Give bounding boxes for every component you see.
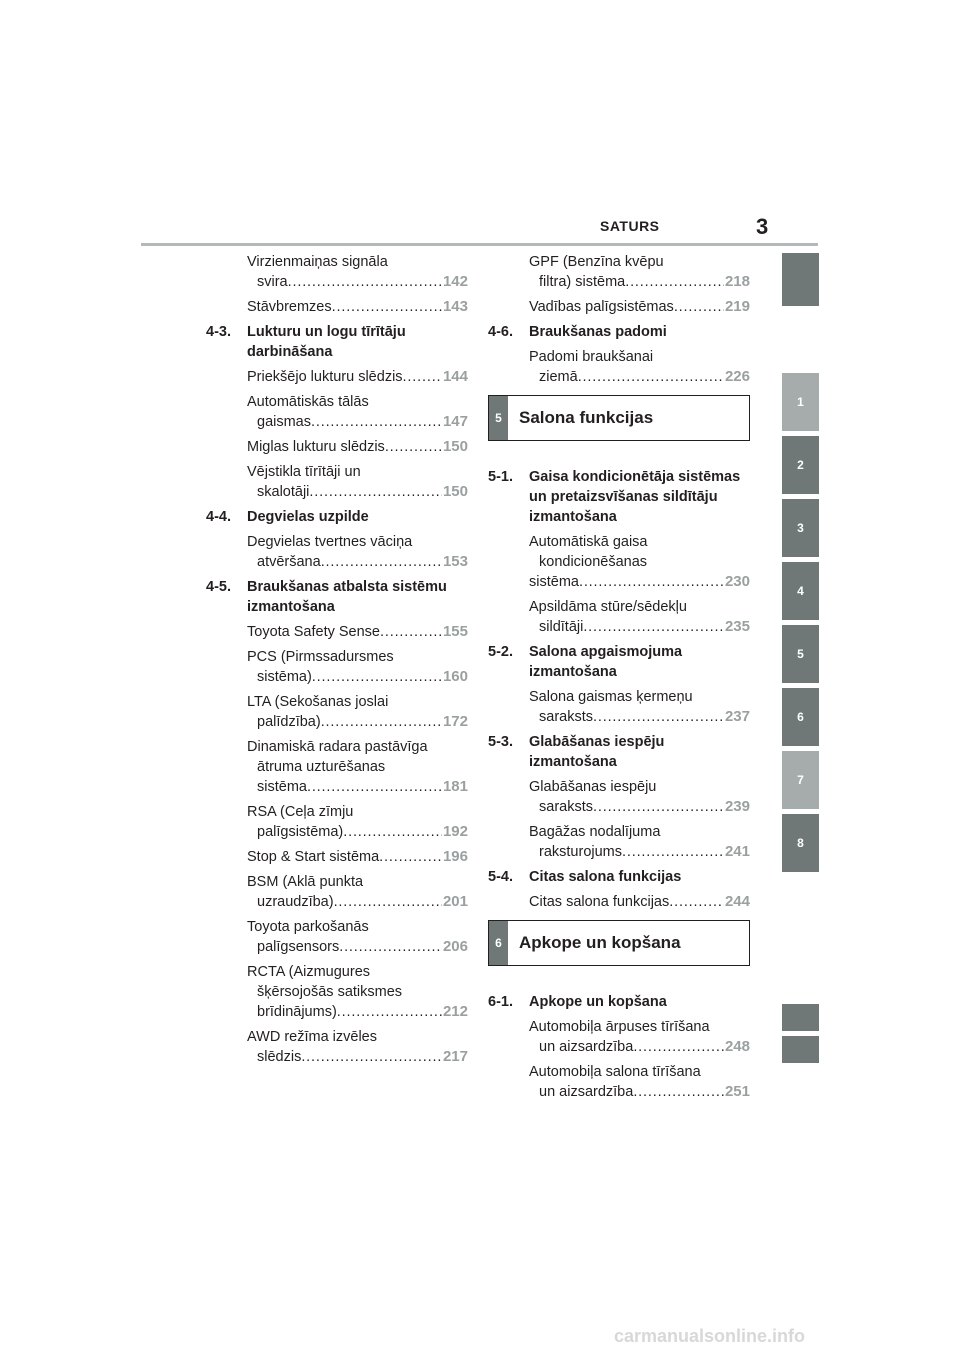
chapter-tab-6[interactable]: 6	[782, 688, 819, 746]
toc-section[interactable]: 6-1. Apkope un kopšana	[488, 994, 667, 1010]
toc-entry[interactable]: Degvielas tvertnes vāciņa atvēršana . . . 153	[206, 532, 468, 572]
toc-entry[interactable]: Citas salona funkcijas . . . 244	[488, 892, 750, 912]
page-ref[interactable]: 218	[724, 273, 750, 290]
toc-entry[interactable]: Priekšējo lukturu slēdzis . . . 144	[206, 367, 468, 387]
toc-entry[interactable]: Automobiļa ārpuses tīrīšana un aizsardzība . . . 248	[488, 1017, 750, 1057]
page-ref[interactable]: 206	[442, 938, 468, 955]
chapter-tab-2[interactable]: 2	[782, 436, 819, 494]
page-ref[interactable]: 143	[442, 298, 468, 315]
chapter-tab-bottom-b[interactable]	[782, 1036, 819, 1063]
page-ref[interactable]: 251	[724, 1083, 750, 1100]
page-ref[interactable]: 212	[442, 1003, 468, 1020]
page-ref[interactable]: 226	[724, 368, 750, 385]
page-ref[interactable]: 147	[442, 413, 468, 430]
toc-entry[interactable]: Dinamiskā radara pastāvīga ātruma uzturēšanas sistēma . . . 181	[206, 737, 468, 797]
toc-entry[interactable]: LTA (Sekošanas joslai palīdzība) . . . 172	[206, 692, 468, 732]
toc-entry[interactable]: Toyota Safety Sense . . . 155	[206, 622, 468, 642]
toc-entry[interactable]: Toyota parkošanās palīgsensors . . . 206	[206, 917, 468, 957]
toc-entry[interactable]: Automātiskā gaisa kondicionēšanas sistēma . . . 230	[488, 532, 750, 592]
page-ref[interactable]: 160	[442, 668, 468, 685]
toc-entry[interactable]: Apsildāma stūre/sēdekļu sildītāji . . . 235	[488, 597, 750, 637]
page-ref[interactable]: 219	[724, 298, 750, 315]
toc-left-column	[206, 252, 468, 1072]
page-ref[interactable]: 142	[442, 273, 468, 290]
toc-section[interactable]: 5-3. Glabāšanas iespēju izmantošana	[488, 734, 665, 770]
toc-section[interactable]: 5-2. Salona apgaismojuma izmantošana	[488, 644, 683, 680]
page-ref[interactable]: 239	[724, 798, 750, 815]
chapter-tab-top[interactable]	[782, 253, 819, 306]
chapter-tab-8[interactable]: 8	[782, 814, 819, 872]
chapter-heading-5[interactable]: 5 Salona funkcijas	[488, 395, 750, 441]
toc-section[interactable]: 4-3. Lukturu un logu tīrītāju darbināšana	[206, 324, 406, 360]
toc-section[interactable]: 4-6. Braukšanas padomi	[488, 324, 667, 340]
toc-entry[interactable]: Stāvbremzes . . . 143	[206, 297, 468, 317]
page-ref[interactable]: 172	[442, 713, 468, 730]
chapter-tab-5[interactable]: 5	[782, 625, 819, 683]
page-ref[interactable]: 155	[442, 623, 468, 640]
toc-entry[interactable]: Miglas lukturu slēdzis . . . 150	[206, 437, 468, 457]
toc-entry[interactable]: Stop & Start sistēma . . . 196	[206, 847, 468, 867]
toc-entry[interactable]: RSA (Ceļa zīmju palīgsistēma) . . . 192	[206, 802, 468, 842]
chapter-tab-1[interactable]: 1	[782, 373, 819, 431]
chapter-tab-bottom-a[interactable]	[782, 1004, 819, 1031]
page-number: 3	[756, 214, 769, 239]
toc-right-column	[488, 252, 750, 1107]
chapter-tab-7[interactable]: 7	[782, 751, 819, 809]
chapter-tab-3[interactable]: 3	[782, 499, 819, 557]
toc-section[interactable]: 4-5. Braukšanas atbalsta sistēmu izmantošana	[206, 579, 447, 615]
watermark: carmanualsonline.info	[614, 1326, 806, 1346]
page-ref[interactable]: 201	[442, 893, 468, 910]
page-ref[interactable]: 153	[442, 553, 468, 570]
toc-entry[interactable]: Automobiļa salona tīrīšana un aizsardzība . . . 251	[488, 1062, 750, 1102]
toc-entry[interactable]: Glabāšanas iespēju saraksts . . . 239	[488, 777, 750, 817]
page-ref[interactable]: 230	[724, 573, 750, 590]
page-ref[interactable]: 150	[442, 483, 468, 500]
toc-entry[interactable]: AWD režīma izvēles slēdzis . . . 217	[206, 1027, 468, 1067]
toc-entry[interactable]: Vadības palīgsistēmas . . . 219	[488, 297, 750, 317]
toc-entry[interactable]: Padomi braukšanai ziemā . . . 226	[488, 347, 750, 387]
page-ref[interactable]: 150	[442, 438, 468, 455]
chapter-tab-4[interactable]: 4	[782, 562, 819, 620]
toc-entry[interactable]: PCS (Pirmssadursmes sistēma) . . . 160	[206, 647, 468, 687]
page-ref[interactable]: 192	[442, 823, 468, 840]
toc-section[interactable]: 4-4. Degvielas uzpilde	[206, 509, 369, 525]
header-title: SATURS	[600, 218, 660, 234]
toc-section[interactable]: 5-1. Gaisa kondicionētāja sistēmas un pretaizsvīšanas sildītāju izmantošana	[488, 469, 741, 525]
toc-entry[interactable]: RCTA (Aizmugures šķērsojošās satiksmes brīdinājums) . . . 212	[206, 962, 468, 1022]
toc-entry[interactable]: GPF (Benzīna kvēpu filtra) sistēma . . . 218	[488, 252, 750, 292]
toc-entry[interactable]: Vējstikla tīrītāji un skalotāji . . . 150	[206, 462, 468, 502]
page-ref[interactable]: 181	[442, 778, 468, 795]
toc-section[interactable]: 5-4. Citas salona funkcijas	[488, 869, 682, 885]
page-ref[interactable]: 241	[724, 843, 750, 860]
page-ref[interactable]: 217	[442, 1048, 468, 1065]
toc-entry[interactable]: BSM (Aklā punkta uzraudzība) . . . 201	[206, 872, 468, 912]
toc-entry[interactable]: Bagāžas nodalījuma raksturojums . . . 241	[488, 822, 750, 862]
toc-entry[interactable]: Automātiskās tālās gaismas . . . 147	[206, 392, 468, 432]
page-ref[interactable]: 144	[442, 368, 468, 385]
page-ref[interactable]: 235	[724, 618, 750, 635]
toc-entry[interactable]: Virzienmaiņas signāla svira . . . 142	[206, 252, 468, 292]
header-rule	[141, 243, 818, 246]
page-ref[interactable]: 248	[724, 1038, 750, 1055]
toc-entry[interactable]: Salona gaismas ķermeņu saraksts . . . 237	[488, 687, 750, 727]
page-ref[interactable]: 237	[724, 708, 750, 725]
page-ref[interactable]: 196	[442, 848, 468, 865]
chapter-heading-6[interactable]: 6 Apkope un kopšana	[488, 920, 750, 966]
page-ref[interactable]: 244	[724, 893, 750, 910]
